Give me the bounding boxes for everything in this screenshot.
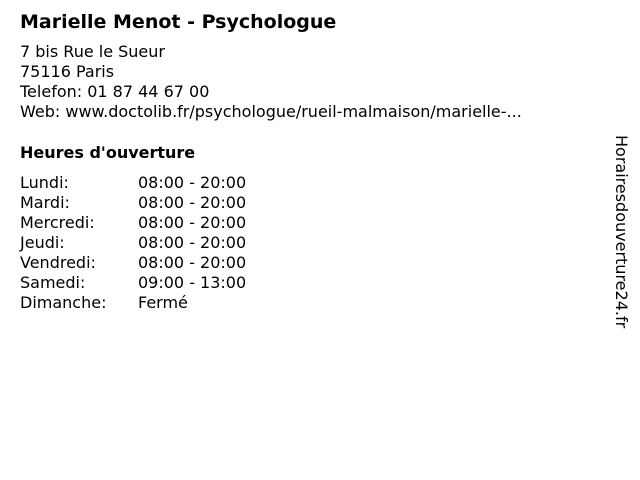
opening-hours-heading: Heures d'ouverture	[20, 143, 196, 162]
opening-hours-table	[20, 173, 600, 313]
street-address: 7 bis Rue le Sueur	[20, 42, 165, 61]
hours-row-mardi	[20, 193, 600, 213]
hours-row-lundi	[20, 173, 600, 193]
day-label: Lundi:	[20, 173, 69, 192]
hours-row-dimanche	[20, 293, 600, 313]
site-watermark-text: Horairesdouverture24.fr	[612, 135, 631, 329]
time-range: 09:00 - 13:00	[138, 273, 247, 292]
day-label: Mardi:	[20, 193, 70, 212]
day-label: Mercredi:	[20, 213, 95, 232]
time-range: 08:00 - 20:00	[138, 253, 247, 272]
time-range: Fermé	[138, 293, 188, 312]
hours-row-samedi	[20, 273, 600, 293]
day-label: Dimanche:	[20, 293, 107, 312]
time-range: 08:00 - 20:00	[138, 193, 247, 212]
website-link: Web: www.doctolib.fr/psychologue/rueil-malmaison/marielle-...	[20, 102, 522, 121]
time-range: 08:00 - 20:00	[138, 173, 247, 192]
time-range: 08:00 - 20:00	[138, 233, 247, 252]
business-name: Marielle Menot - Psychologue	[20, 11, 337, 33]
hours-row-vendredi	[20, 253, 600, 273]
site-watermark	[610, 135, 632, 345]
city-postal-code: 75116 Paris	[20, 62, 115, 81]
hours-row-mercredi	[20, 213, 600, 233]
time-range: 08:00 - 20:00	[138, 213, 247, 232]
day-label: Jeudi:	[20, 233, 65, 252]
business-card	[20, 8, 600, 313]
phone-number: Telefon: 01 87 44 67 00	[20, 82, 210, 101]
day-label: Samedi:	[20, 273, 86, 292]
hours-row-jeudi	[20, 233, 600, 253]
contact-block	[20, 42, 600, 122]
day-label: Vendredi:	[20, 253, 96, 272]
